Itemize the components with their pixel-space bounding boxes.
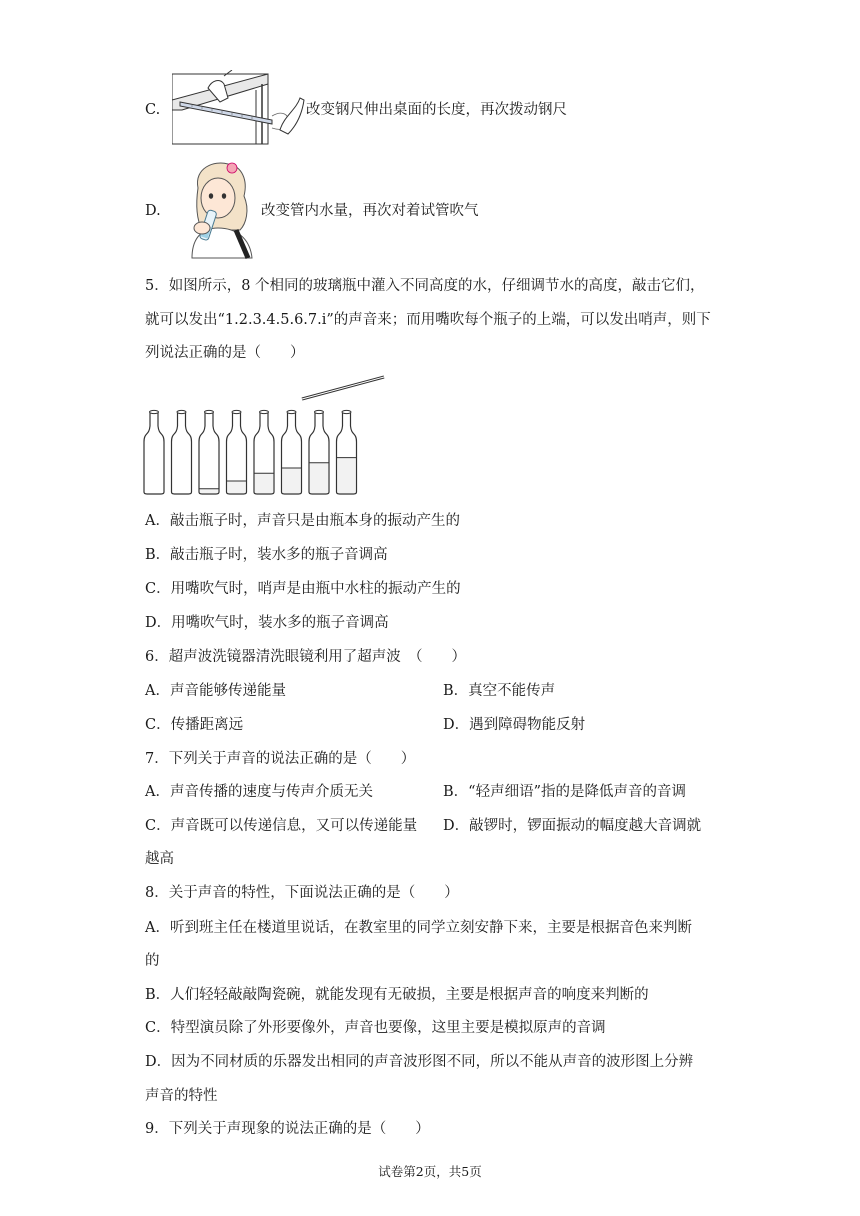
bottle-mouth [260, 410, 269, 413]
bottle-water [310, 463, 328, 493]
q8-option-d: D．因为不同材质的乐器发出相同的声音波形图不同，所以不能从声音的波形图上分辨 [145, 1054, 694, 1070]
bottles-figure [140, 372, 390, 498]
bottle-water [338, 458, 356, 493]
q7-option-d-continued: 越高 [145, 851, 174, 867]
q5-option-c: C．用嘴吹气时，哨声是由瓶中水柱的振动产生的 [145, 581, 461, 597]
bottle-group [144, 410, 357, 494]
hair-bow-icon [227, 163, 237, 173]
bottle-mouth [287, 410, 296, 413]
q8-option-d-continued: 声音的特性 [145, 1088, 218, 1104]
glass-bottle [172, 412, 192, 494]
q7-stem: 7．下列关于声音的说法正确的是（ ） [145, 751, 416, 767]
option-d-label: D. [145, 203, 161, 219]
option-c-text: 改变钢尺伸出桌面的长度，再次拨动钢尺 [306, 102, 567, 118]
bottle-water [255, 473, 273, 493]
bottle-water [283, 468, 301, 493]
q8-option-b: B．人们轻轻敲敲陶瓷碗，就能发现有无破损，主要是根据声音的响度来判断的 [145, 987, 649, 1003]
q5-stem-line3: 列说法正确的是（ ） [145, 345, 305, 361]
q8-option-c: C．特型演员除了外形要像外，声音也要像，这里主要是模拟原声的音调 [145, 1020, 606, 1036]
q7-option-b: B．“轻声细语”指的是降低声音的音调 [443, 784, 686, 800]
q6-option-d: D．遇到障碍物能反射 [443, 717, 586, 733]
bottle-mouth [205, 410, 214, 413]
face [201, 178, 235, 218]
q5-option-b: B．敲击瓶子时，装水多的瓶子音调高 [145, 547, 388, 563]
bottle-mouth [150, 410, 159, 413]
q8-option-a-continued: 的 [145, 953, 160, 969]
hand [194, 222, 210, 234]
bottle-water [200, 489, 218, 493]
ruler-figure [172, 70, 306, 146]
option-d-text: 改变管内水量，再次对着试管吹气 [261, 203, 479, 219]
q5-stem-line2: 就可以发出“1.2.3.4.5.6.7.i”的声音来；而用嘴吹每个瓶子的上端，可以发出哨声，则下 [145, 312, 711, 328]
q9-stem: 9．下列关于声现象的说法正确的是（ ） [145, 1121, 430, 1137]
eye-icon [209, 193, 213, 199]
q7-option-c: C．声音既可以传递信息，又可以传递能量 [145, 818, 418, 834]
bottle-mouth [342, 410, 351, 413]
bottle-mouth [315, 410, 324, 413]
q5-option-d: D．用嘴吹气时，装水多的瓶子音调高 [145, 615, 389, 631]
q6-option-c: C．传播距离远 [145, 717, 244, 733]
glass-bottle [199, 412, 219, 494]
q5-stem-line1: 5．如图所示，8 个相同的玻璃瓶中灌入不同高度的水，仔细调节水的高度，敲击它们， [145, 278, 705, 294]
q6-stem: 6．超声波洗镜器清洗眼镜利用了超声波 （ ） [145, 649, 466, 665]
bottle-mouth [232, 410, 241, 413]
plucking-hand [280, 98, 304, 134]
bottle-water [228, 481, 246, 493]
q8-option-a: A．听到班主任在楼道里说话，在教室里的同学立刻安静下来，主要是根据音色来判断 [145, 920, 692, 936]
option-c-label: C. [145, 102, 161, 118]
eye-icon [222, 193, 226, 199]
q7-option-a: A．声音传播的速度与传声介质无关 [145, 784, 373, 800]
q6-option-b: B．真空不能传声 [443, 683, 556, 699]
page-footer: 试卷第2页，共5页 [378, 1164, 482, 1179]
glass-bottle [144, 412, 164, 494]
girl-blowing-figure [180, 158, 262, 260]
bottle-mouth [177, 410, 186, 413]
q6-option-a: A．声音能够传递能量 [145, 683, 286, 699]
striking-rod-highlight [302, 377, 384, 399]
q8-stem: 8．关于声音的特性，下面说法正确的是（ ） [145, 885, 459, 901]
q7-option-d: D．敲锣时，锣面振动的幅度越大音调就 [443, 818, 702, 834]
q5-option-a: A．敲击瓶子时，声音只是由瓶本身的振动产生的 [145, 513, 460, 529]
